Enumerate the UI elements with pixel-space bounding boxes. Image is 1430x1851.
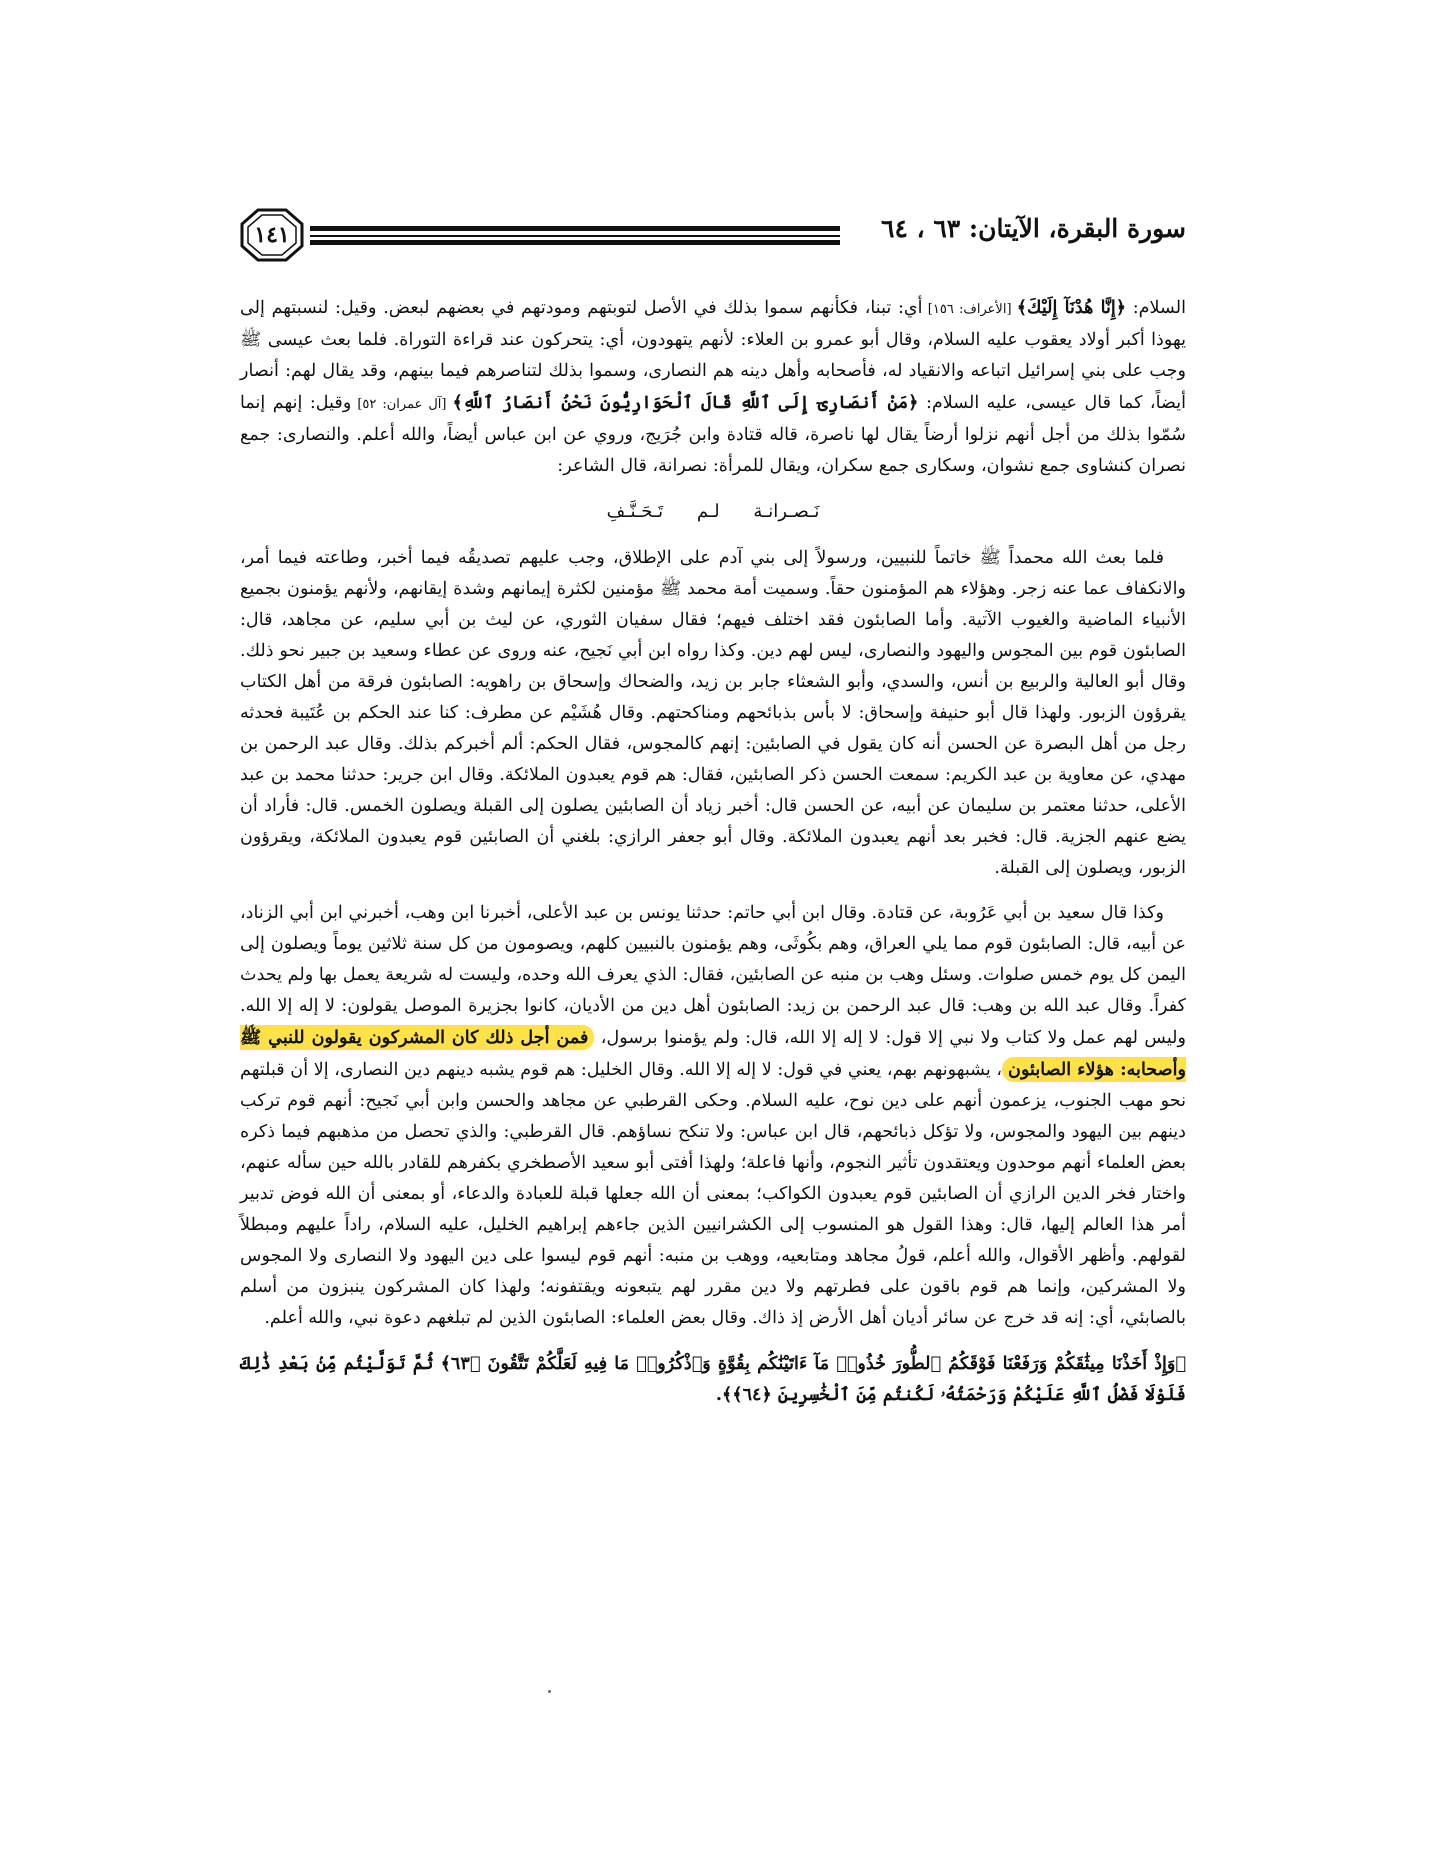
quran-quote-2: ﴿مَنْ أَنصَارِىٓ إِلَى ٱللَّهِ قَالَ ٱلْحَوَارِيُّونَ نَحْنُ أَنصَارُ ٱللَّهِ﴾	[452, 392, 919, 413]
paragraph-3	[240, 898, 1186, 1334]
paragraph-1-text-b: وقيل: إنهم إنما سُمّوا بذلك من أجل أنهم نزلوا أرضاً يقال لها ناصرة، قاله قتادة وابن جُرَيج، وروي عن ابن عباس أيضاً، والله أعلم. والنصارى: جمع نصران كنشاوى جمع نشوان، وسكارى جمع سكران، ويقال للمرأة: نصرانة، قال الشاعر:	[240, 393, 1186, 476]
paragraph-1	[240, 292, 1186, 482]
page-header	[240, 208, 1186, 270]
paragraph-2: فلما بعث الله محمداً ﷺ خاتماً للنبيين، ورسولاً إلى بني آدم على الإطلاق، وجب عليهم تصديقُه فيما أخبر، وطاعته فيما أمر، والانكفاف عما عنه زجر. وهؤلاء هم المؤمنون حقاً. وسميت أمة محمد ﷺ مؤمنين لكثرة إيمانهم وشدة إيقانهم، ولأنهم يؤمنون بجميع الأنبياء الماضية والغيوب الآتية. وأما الصابئون فقد اختلف فيهم؛ فقال سفيان الثوري، عن ليث بن أبي سليم، عن مجاهد، قال: الصابئون قوم بين المجوس واليهود والنصارى، ليس لهم دين. وكذا رواه ابن أبي نَجيح، عنه وروى عن عطاء وسعيد بن جبير نحو ذلك. وقال أبو العالية والربيع بن أنس، والسدي، وأبو الشعثاء جابر بن زيد، والضحاك وإسحاق بن راهويه: الصابئون فرقة من أهل الكتاب يقرؤون الزبور. ولهذا قال أبو حنيفة وإسحاق: لا بأس بذبائحهم ومناكحتهم. وقال هُشَيْم عن مطرف: كنا عند الحكم بن عُتَيبة فحدثه رجل من أهل البصرة عن الحسن أنه كان يقول في الصابئين: إنهم كالمجوس، فقال الحكم: ألم أخبركم بذلك. وقال عبد الرحمن بن مهدي، عن معاوية بن عبد الكريم: سمعت الحسن ذكر الصابئين، فقال: هم قوم يعبدون الملائكة. وقال ابن جرير: حدثنا محمد بن عبد الأعلى، حدثنا معتمر بن سليمان عن أبيه، عن الحسن قال: أخبر زياد أن الصابئين يصلون إلى القبلة ويصلون الخمس. قال: فأراد أن يضع عنهم الجزية. قال: فخبر بعد أنهم يعبدون الملائكة. وقال أبو جعفر الرازي: بلغني أن الصابئين قوم يعبدون الملائكة، ويقرؤون الزبور، ويصلون إلى القبلة.	[240, 548, 1186, 878]
page-mark	[548, 1690, 551, 1693]
paragraph-1-text-a: أي: تبنا، فكأنهم سموا بذلك في الأصل لتوبتهم ومودتهم في بعضهم لبعض. وقيل: لنسبتهم إلى يهوذا أكبر أولاد يعقوب عليه السلام، وقال أبو عمرو بن العلاء: لأنهم يتهودون، أي: يتحركون عند قراءة التوراة. فلما بعث عيسى ﷺ وجب على بني إسرائيل اتباعه والانقياد له، فأصحابه وأهل دينه هم النصارى، وسموا بذلك لتناصرهم فيما بينهم، وقد يقال لهم: أنصار أيضاً، كما قال عيسى، عليه السلام:	[240, 298, 1186, 413]
highlighted-text: فمن أجل ذلك كان المشركون يقولون للنبي ﷺ وأصحابه: هؤلاء الصابئون	[240, 1027, 1186, 1080]
quran-quote-1: ﴿إِنَّا هُدْنَآ إِلَيْكَ﴾	[1016, 297, 1127, 318]
page-number: ١٤١	[254, 222, 290, 248]
page-body	[240, 292, 1186, 1414]
header-rule	[310, 224, 840, 246]
poem-line: نَـصـرانـة لـم تَـحَـنَّـفِ	[606, 501, 820, 522]
verse-reference-1: [الأعراف: ١٥٦]	[922, 302, 1017, 317]
paragraph-3-text-b: ، يشبهونهم بهم، يعني في قول: لا إله إلا الله. وقال الخليل: هم قوم يشبه دينهم دين النصارى، إلا أن قبلتهم نحو مهب الجنوب، يزعمون أنهم على دين نوح، عليه السلام. وحكى القرطبي عن مجاهد والحسن وابن أبي نَجيح: أنهم قوم تركب دينهم بين اليهود والمجوس، ولا تؤكل ذبائحهم، قال ابن عباس: ولا تنكح نساؤهم. قال القرطبي: والذي تحصل من مذهبهم فيما ذكره بعض العلماء أنهم موحدون ويعتقدون تأثير النجوم، وأنها فاعلة؛ ولهذا أفتى أبو سعيد الأصطخري بكفرهم للقادر بالله حين سأله عنهم، واختار فخر الدين الرازي أن الصابئين قوم يعبدون الكواكب؛ بمعنى أن الله جعلها قبلة للعبادة والدعاء، أو بمعنى أن الله فوض تدبير أمر هذا العالم إليها، قال: وهذا القول هو المنسوب إلى الكشرانيين الذين جاءهم إبراهيم الخليل، عليه السلام، راداً عليهم ومبطلاً لقولهم. وأظهر الأقوال، والله أعلم، قولُ مجاهد ومتابعيه، ووهب بن منبه: أنهم قوم ليسوا على دين اليهود ولا النصارى ولا المجوس ولا المشركين، وإنما هم قوم باقون على فطرتهم ولا دين مقرر لهم يتبعونه ويقتفونه؛ ولهذا كان المشركون ينبزون من أسلم بالصابئي، أي: إنه قد خرج عن سائر أديان أهل الأرض إذ ذاك. وقال بعض العلماء: الصابئون الذين لم تبلغهم دعوة نبي، والله أعلم.	[240, 1060, 1186, 1328]
surah-title: سورة البقرة، الآيتان: ٦٣ ، ٦٤	[881, 214, 1186, 243]
verse-reference-2: [آل عمران: ٥٢]	[351, 397, 453, 412]
page-number-badge	[240, 208, 304, 262]
ayah-text: ﴿وَإِذْ أَخَذْنَا مِيثَٰقَكُمْ وَرَفَعْنَا فَوْقَكُمُ ٱلطُّورَ خُذُوا۟ مَآ ءَاتَيْنَٰكُم بِقُوَّةٍ وَٱذْكُرُوا۟ مَا فِيهِ لَعَلَّكُمْ تَتَّقُونَ ﴿٦٣﴾ ثُمَّ تَوَلَّيْتُم مِّنۢ بَعْدِ ذَٰلِكَ فَلَوْلَا فَضْلُ ٱللَّهِ عَلَيْكُمْ وَرَحْمَتُهُۥ لَكُنتُم مِّنَ ٱلْخَٰسِرِينَ ﴿٦٤﴾﴾.	[240, 1353, 1186, 1405]
paragraph-3-text-a: وكذا قال سعيد بن أبي عَرُوبة، عن قتادة. وقال ابن أبي حاتم: حدثنا يونس بن عبد الأعلى، أخبرنا ابن وهب، أخبرني ابن أبي الزناد، عن أبيه، قال: الصابئون قوم مما يلي العراق، وهم بكُوثَى، وهم يؤمنون بالنبيين كلهم، ويصومون من كل سنة ثلاثين يوماً ويصلون إلى اليمن كل يوم خمس صلوات. وسئل وهب بن منبه عن الصابئين، فقال: الذي يعرف الله وحده، وليست له شريعة يعمل بها ولم يحدث كفراً. وقال عبد الله بن وهب: قال عبد الرحمن بن زيد: الصابئون أهل دين من الأديان، كانوا بجزيرة الموصل يقولون: لا إله إلا الله. وليس لهم عمل ولا كتاب ولا نبي إلا قول: لا إله إلا الله، قال: ولم يؤمنوا برسول،	[240, 903, 1186, 1048]
paragraph-1-prefix: السلام:	[1126, 298, 1186, 318]
